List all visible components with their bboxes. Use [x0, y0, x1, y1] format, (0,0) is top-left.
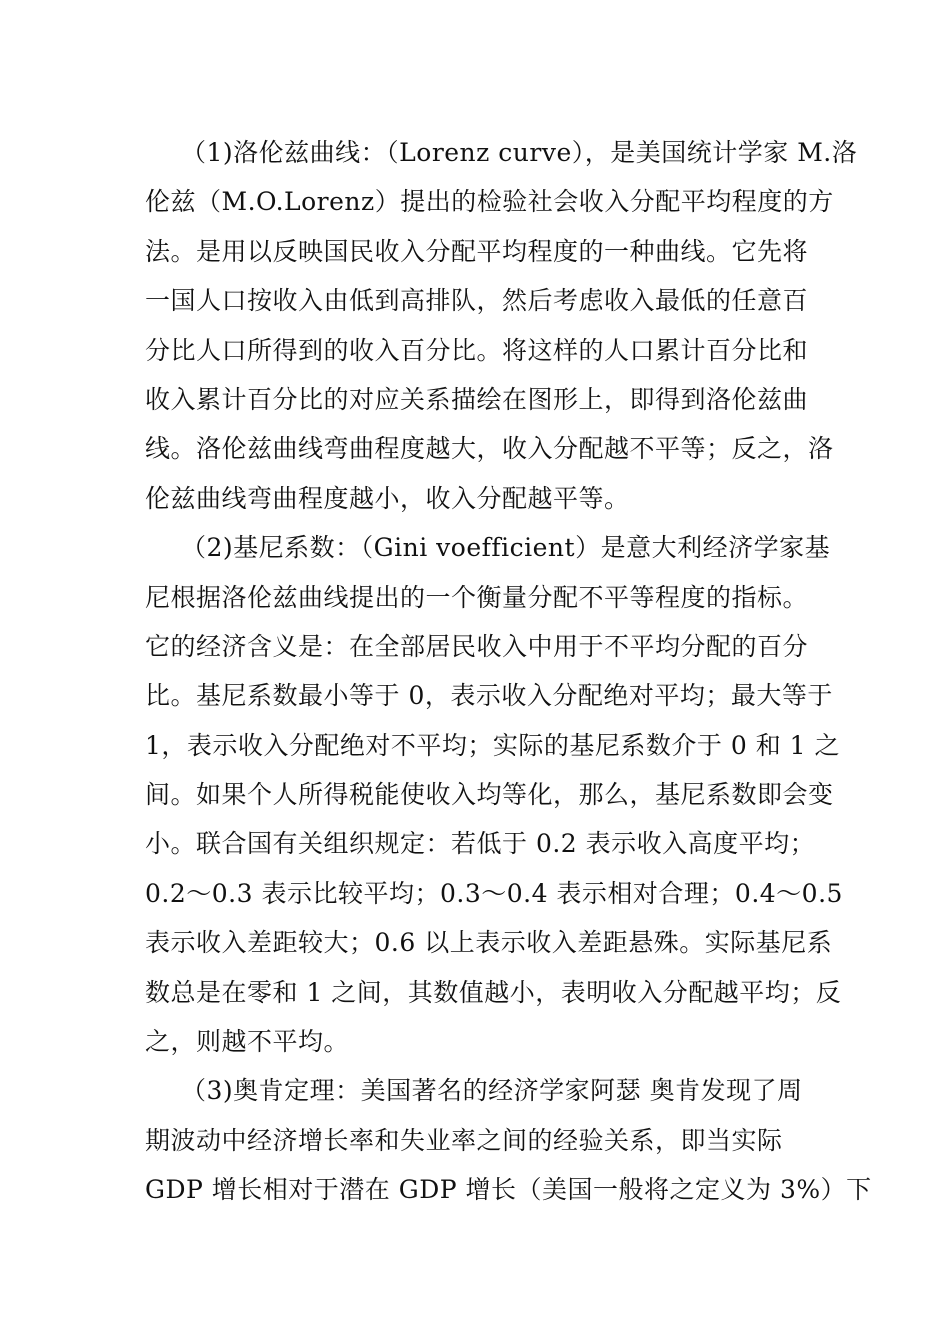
paragraph-2-line-3: 它的经济含义是：在全部居民收入中用于不平均分配的百分: [145, 631, 809, 661]
paragraph-1-line-1: （1)洛伦兹曲线：（Lorenz curve），是美国统计学家 M.洛: [181, 138, 858, 167]
paragraph-3-line-1: （3)奥肯定理：美国著名的经济学家阿瑟 奥肯发现了周: [181, 1076, 803, 1106]
paragraph-1-line-2: 伦兹（M.O.Lorenz）提出的检验社会收入分配平均程度的方: [145, 187, 834, 217]
paragraph-3-line-2: 期波动中经济增长率和失业率之间的经验关系，即当实际: [145, 1125, 783, 1155]
paragraph-2-line-10: 数总是在零和 1 之间，其数值越小，表明收入分配越平均；反: [145, 977, 842, 1007]
paragraph-1-line-8: 伦兹曲线弯曲程度越小，收入分配越平等。: [145, 483, 630, 513]
paragraph-2-line-7: 小。联合国有关组织规定：若低于 0.2 表示收入高度平均；: [145, 829, 816, 859]
paragraph-1-line-5: 分比人口所得到的收入百分比。将这样的人口累计百分比和: [145, 335, 809, 365]
document-body: [145, 128, 872, 1215]
paragraph-1-line-3: 法。是用以反映国民收入分配平均程度的一种曲线。它先将: [145, 236, 809, 266]
paragraph-2-line-5: 1，表示收入分配绝对不平均；实际的基尼系数介于 0 和 1 之: [145, 730, 841, 760]
paragraph-1-line-6: 收入累计百分比的对应关系描绘在图形上，即得到洛伦兹曲: [145, 384, 809, 414]
paragraph-2-line-6: 间。如果个人所得税能使收入均等化，那么，基尼系数即会变: [145, 780, 834, 810]
paragraph-3-line-3: GDP 增长相对于潜在 GDP 增长（美国一般将之定义为 3%）下: [145, 1175, 872, 1205]
paragraph-2-line-8: 0.2～0.3 表示比较平均；0.3～0.4 表示相对合理；0.4～0.5: [145, 878, 843, 908]
paragraph-2-line-2: 尼根据洛伦兹曲线提出的一个衡量分配不平等程度的指标。: [145, 582, 809, 612]
paragraph-1-line-4: 一国人口按收入由低到高排队，然后考虑收入最低的任意百: [145, 286, 809, 316]
paragraph-2-line-11: 之，则越不平均。: [145, 1027, 350, 1057]
paragraph-2-line-4: 比。基尼系数最小等于 0，表示收入分配绝对平均；最大等于: [145, 681, 833, 711]
paragraph-1-line-7: 线。洛伦兹曲线弯曲程度越大，收入分配越不平等；反之，洛: [145, 434, 834, 464]
paragraph-2-line-1: （2)基尼系数：（Gini voefficient）是意大利经济学家基: [181, 533, 831, 563]
paragraph-2-line-9: 表示收入差距较大；0.6 以上表示收入差距悬殊。实际基尼系: [145, 928, 833, 958]
